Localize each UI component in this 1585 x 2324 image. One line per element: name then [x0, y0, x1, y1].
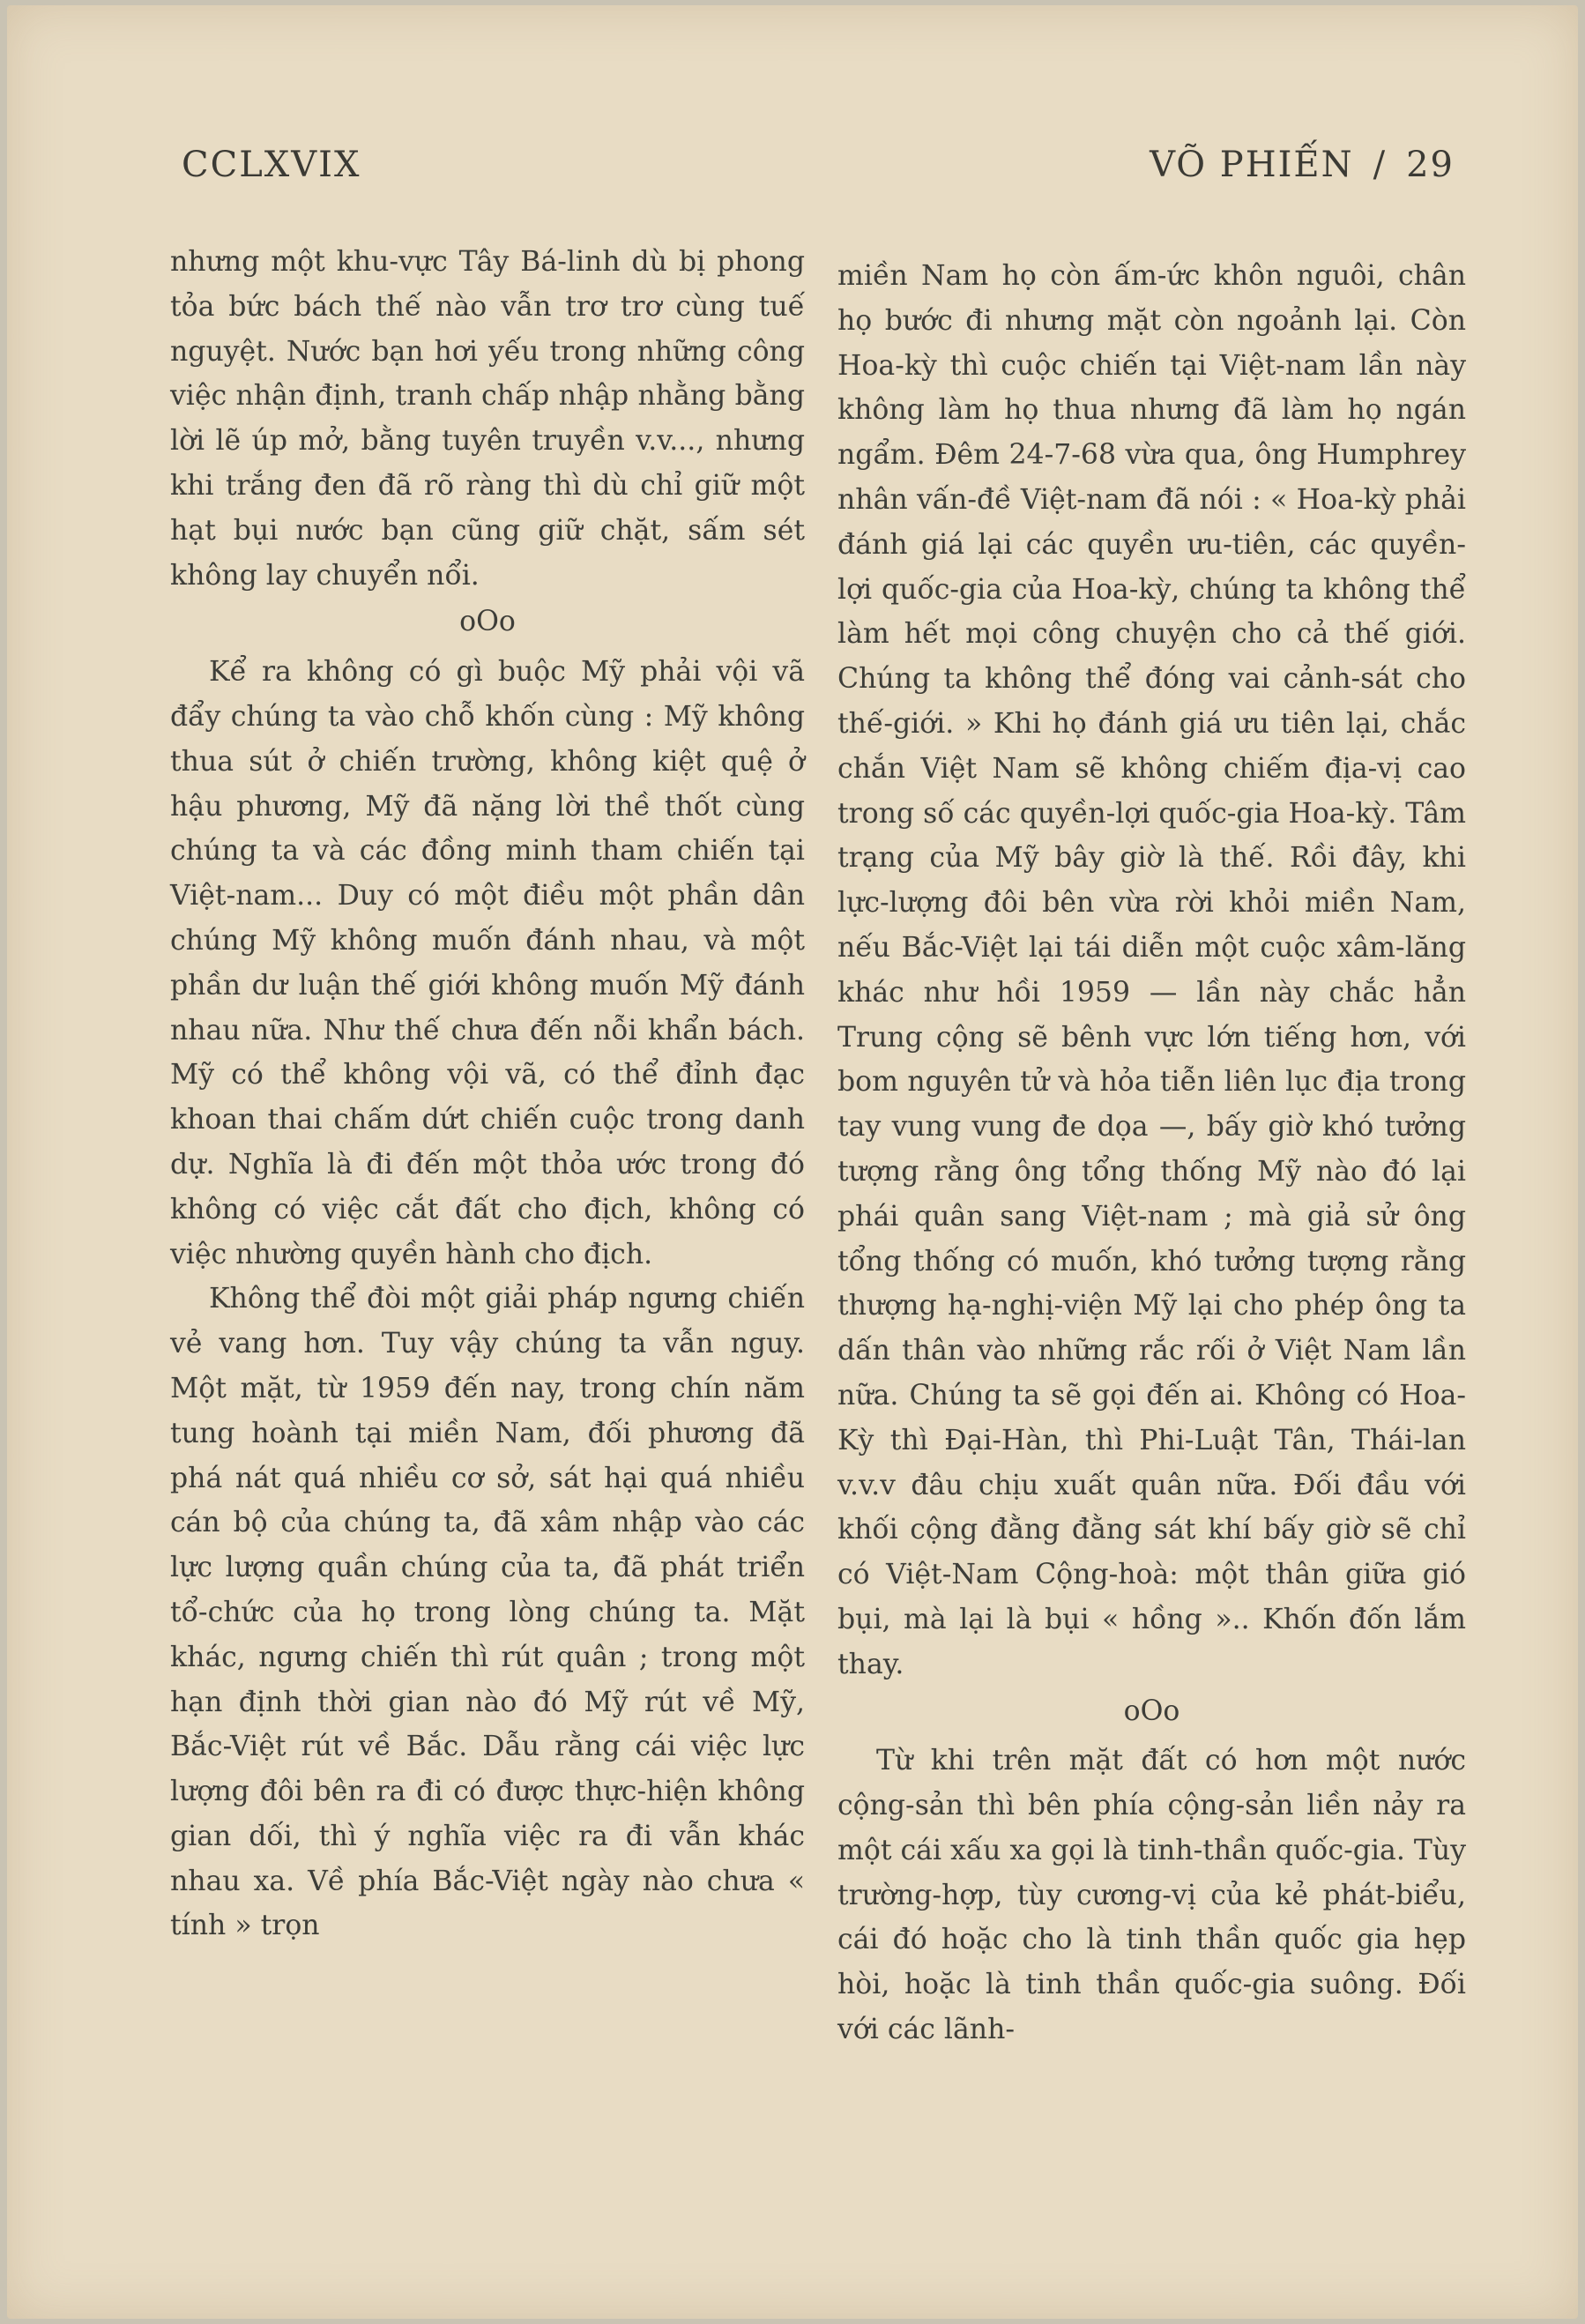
page-number: 29: [1406, 145, 1455, 185]
left-column: [170, 240, 805, 1948]
paragraph: miền Nam họ còn ấm-ức khôn nguôi, chân họ bước đi nhưng mặt còn ngoảnh lại. Còn Hoa-kỳ thì cuộc chiến tại Việt-nam lần này không làm họ thua nhưng đã làm họ ngán ngẩm. Đêm 24-7-68 vừa qua, ông Humphrey nhân vấn-đề Việt-nam đã nói : « Hoa-kỳ phải đánh giá lại các quyền ưu-tiên, các quyền-lợi quốc-gia của Hoa-kỳ, chúng ta không thể làm hết mọi công chuyện cho cả thế giới. Chúng ta không thể đóng vai cảnh-sát cho thế-giới. » Khi họ đánh giá ưu tiên lại, chắc chắn Việt Nam sẽ không chiếm địa-vị cao trong số các quyền-lợi quốc-gia Hoa-kỳ. Tâm trạng của Mỹ bây giờ là thế. Rồi đây, khi lực-lượng đôi bên vừa rời khỏi miền Nam, nếu Bắc-Việt lại tái diễn một cuộc xâm-lăng khác như hồi 1959 — lần này chắc hẳn Trung cộng sẽ bênh vực lớn tiếng hơn, với bom nguyên tử và hỏa tiễn liên lục địa trong tay vung vung đe dọa —, bấy giờ khó tưởng tượng rằng ông tổng thống Mỹ nào đó lại phái quân sang Việt-nam ; mà giả sử ông tổng thống có muốn, khó tưởng tượng rằng thượng hạ-nghị-viện Mỹ lại cho phép ông ta dấn thân vào những rắc rối ở Việt Nam lần nữa. Chúng ta sẽ gọi đến ai. Không có Hoa-Kỳ thì Đại-Hàn, thì Phi-Luật Tân, Thái-lan v.v.v đâu chịu xuất quân nữa. Đối đầu với khối cộng đằng đằng sát khí bấy giờ sẽ chỉ có Việt-Nam Cộng-hoà: một thân giữa gió bụi, mà lại là bụi « hồng ».. Khốn đốn lắm thay.: [837, 260, 1466, 1680]
right-column: [837, 254, 1466, 2052]
author-name: VÕ PHIẾN: [1150, 145, 1354, 185]
paragraph: Kể ra không có gì buộc Mỹ phải vội vã đẩy chúng ta vào chỗ khốn cùng : Mỹ không thua sút ở chiến trường, không kiệt quệ ở hậu phương, Mỹ đã nặng lời thề thốt cùng chúng ta và các đồng minh tham chiến tại Việt-nam... Duy có một điều một phần dân chúng Mỹ không muốn đánh nhau, và một phần dư luận thế giới không muốn Mỹ đánh nhau nữa. Như thế chưa đến nỗi khẩn bách. Mỹ có thể không vội vã, có thể đỉnh đạc khoan thai chấm dứt chiến cuộc trong danh dự. Nghĩa là đi đến một thỏa ước trong đó không có việc cắt đất cho địch, không có việc nhường quyền hành cho địch.: [170, 656, 805, 1270]
header-separator: /: [1373, 145, 1388, 185]
running-header-right: [1150, 145, 1455, 185]
paragraph: Từ khi trên mặt đất có hơn một nước cộng-sản thì bên phía cộng-sản liền nảy ra một cái xấu xa gọi là tinh-thần quốc-gia. Tùy trường-hợp, tùy cương-vị của kẻ phát-biểu, cái đó hoặc cho là tinh thần quốc gia hẹp hòi, hoặc là tinh thần quốc-gia suông. Đối với các lãnh-: [837, 1745, 1466, 2046]
section-separator: oOo: [1123, 1695, 1180, 1727]
book-page: [7, 5, 1578, 2319]
paragraph: nhưng một khu-vực Tây Bá-linh dù bị phong tỏa bức bách thế nào vẫn trơ trơ cùng tuế nguyệt. Nước bạn hơi yếu trong những công việc nhận định, tranh chấp nhập nhằng bằng lời lẽ úp mở, bằng tuyên truyền v.v..., nhưng khi trắng đen đã rõ ràng thì dù chỉ giữ một hạt bụi nước bạn cũng giữ chặt, sấm sét không lay chuyển nổi.: [170, 246, 805, 592]
section-separator: oOo: [459, 606, 516, 638]
running-header-left: CCLXVIX: [182, 145, 361, 185]
paragraph: Không thể đòi một giải pháp ngưng chiến vẻ vang hơn. Tuy vậy chúng ta vẫn nguy. Một mặt, từ 1959 đến nay, trong chín năm tung hoành tại miền Nam, đối phương đã phá nát quá nhiều cơ sở, sát hại quá nhiều cán bộ của chúng ta, đã xâm nhập vào các lực lượng quần chúng của ta, đã phát triển tổ-chức của họ trong lòng chúng ta. Mặt khác, ngưng chiến thì rút quân ; trong một hạn định thời gian nào đó Mỹ rút về Mỹ, Bắc-Việt rút về Bắc. Dẫu rằng cái việc lực lượng đôi bên ra đi có được thực-hiện không gian dối, thì ý nghĩa việc ra đi vẫn khác nhau xa. Về phía Bắc-Việt ngày nào chưa « tính » trọn: [170, 1283, 805, 1942]
